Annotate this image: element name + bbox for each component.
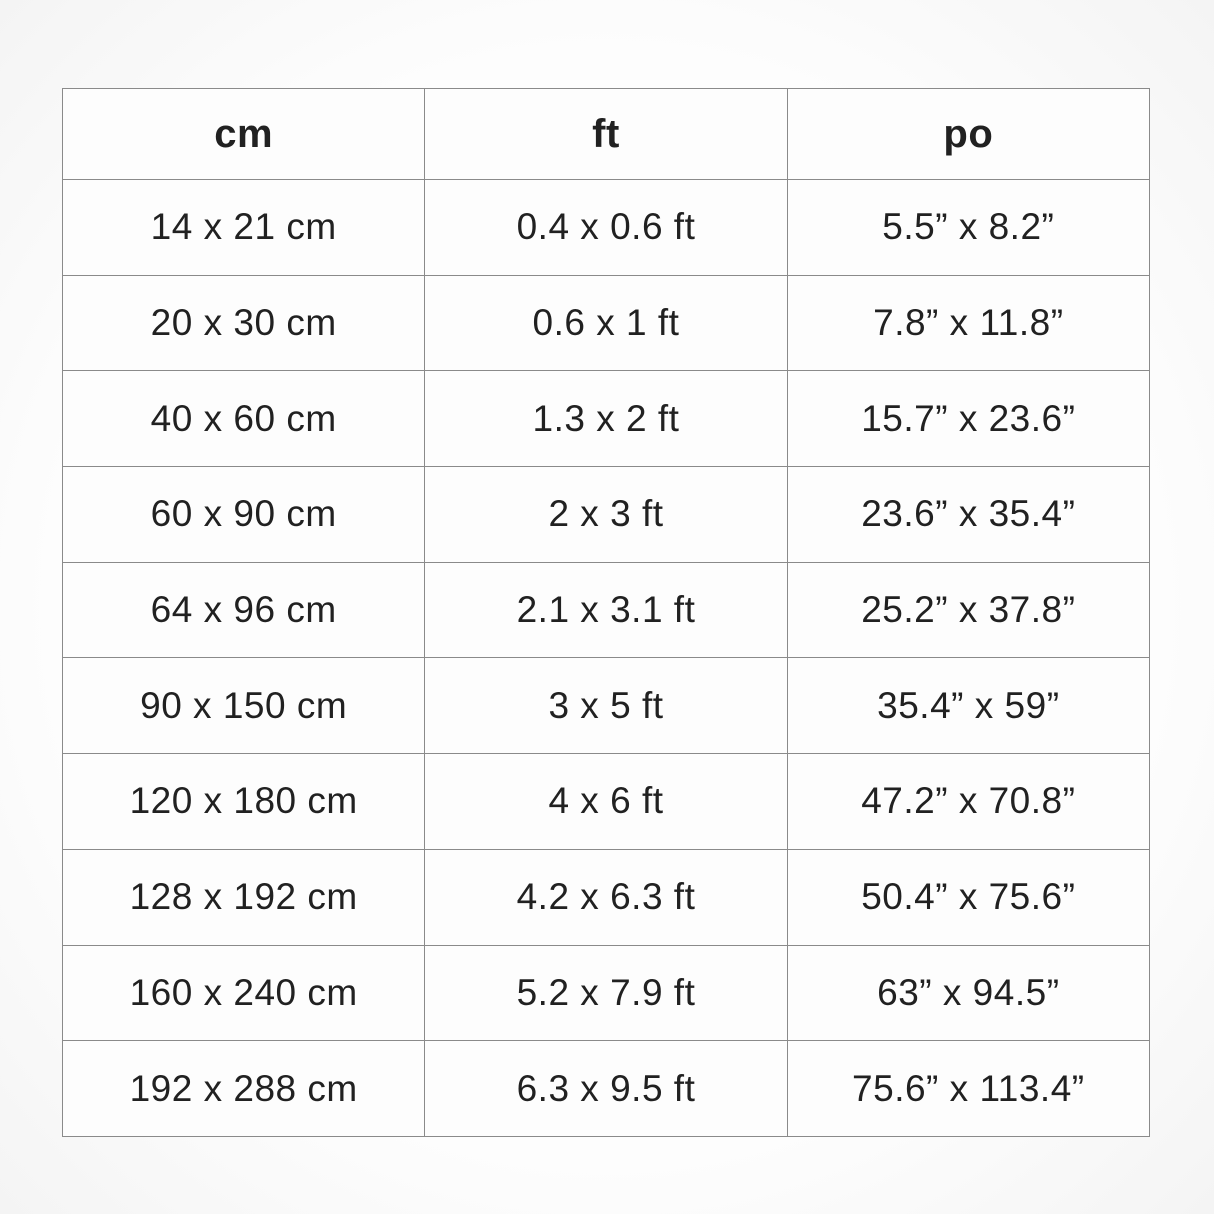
cell-ft: 2.1 x 3.1 ft	[425, 562, 787, 658]
cell-po: 47.2” x 70.8”	[787, 754, 1149, 850]
cell-po: 15.7” x 23.6”	[787, 371, 1149, 467]
table-row	[63, 658, 1150, 754]
table-row	[63, 467, 1150, 563]
cell-ft: 0.4 x 0.6 ft	[425, 180, 787, 276]
cell-cm: 120 x 180 cm	[63, 754, 425, 850]
cell-po: 63” x 94.5”	[787, 945, 1149, 1041]
cell-cm: 20 x 30 cm	[63, 275, 425, 371]
cell-cm: 14 x 21 cm	[63, 180, 425, 276]
table-row	[63, 180, 1150, 276]
header-row	[63, 89, 1150, 180]
table-row	[63, 562, 1150, 658]
cell-po: 25.2” x 37.8”	[787, 562, 1149, 658]
cell-cm: 40 x 60 cm	[63, 371, 425, 467]
cell-ft: 2 x 3 ft	[425, 467, 787, 563]
cell-ft: 6.3 x 9.5 ft	[425, 1041, 787, 1137]
cell-ft: 5.2 x 7.9 ft	[425, 945, 787, 1041]
cell-cm: 160 x 240 cm	[63, 945, 425, 1041]
table-row	[63, 275, 1150, 371]
cell-po: 5.5” x 8.2”	[787, 180, 1149, 276]
cell-po: 50.4” x 75.6”	[787, 849, 1149, 945]
cell-cm: 192 x 288 cm	[63, 1041, 425, 1137]
cell-po: 75.6” x 113.4”	[787, 1041, 1149, 1137]
table-row	[63, 945, 1150, 1041]
cell-po: 23.6” x 35.4”	[787, 467, 1149, 563]
cell-ft: 1.3 x 2 ft	[425, 371, 787, 467]
size-conversion-table	[62, 88, 1150, 1137]
table-header	[63, 89, 1150, 180]
cell-cm: 90 x 150 cm	[63, 658, 425, 754]
cell-ft: 0.6 x 1 ft	[425, 275, 787, 371]
table-row	[63, 849, 1150, 945]
cell-po: 35.4” x 59”	[787, 658, 1149, 754]
cell-ft: 3 x 5 ft	[425, 658, 787, 754]
column-header-ft: ft	[425, 89, 787, 180]
column-header-po: po	[787, 89, 1149, 180]
column-header-cm: cm	[63, 89, 425, 180]
table-row	[63, 1041, 1150, 1137]
cell-cm: 64 x 96 cm	[63, 562, 425, 658]
cell-po: 7.8” x 11.8”	[787, 275, 1149, 371]
cell-cm: 128 x 192 cm	[63, 849, 425, 945]
table-row	[63, 754, 1150, 850]
table-row	[63, 371, 1150, 467]
cell-ft: 4 x 6 ft	[425, 754, 787, 850]
cell-ft: 4.2 x 6.3 ft	[425, 849, 787, 945]
table-body	[63, 180, 1150, 1137]
cell-cm: 60 x 90 cm	[63, 467, 425, 563]
